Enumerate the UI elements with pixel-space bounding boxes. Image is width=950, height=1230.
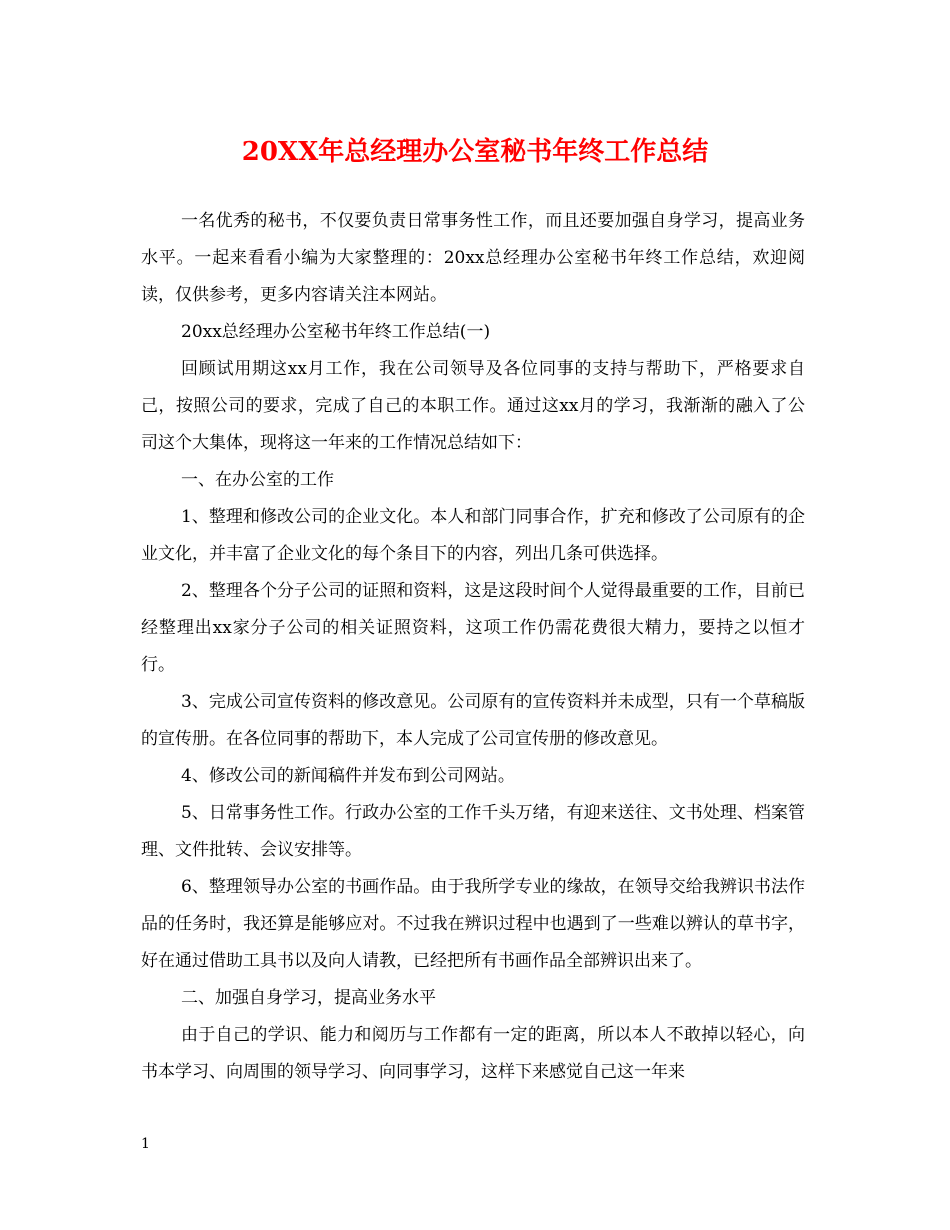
paragraph-self-study: 由于自己的学识、能力和阅历与工作都有一定的距离，所以本人不敢掉以轻心，向书本学习、向周围的领导学习、向同事学习，这样下来感觉自己这一年来 [141, 1025, 805, 1082]
paragraph-item-4: 4、修改公司的新闻稿件并发布到公司网站。 [181, 766, 515, 786]
document-body [141, 203, 805, 1091]
paragraph-item-1: 1、整理和修改公司的企业文化。本人和部门同事合作，扩充和修改了公司原有的企业文化，并丰富了企业文化的每个条目下的内容，列出几条可供选择。 [141, 507, 805, 564]
paragraph-subtitle: 20xx总经理办公室秘书年终工作总结(一) [181, 322, 491, 342]
paragraph-intro: 一名优秀的秘书，不仅要负责日常事务性工作，而且还要加强自身学习，提高业务水平。一起来看看小编为大家整理的：20xx总经理办公室秘书年终工作总结，欢迎阅读，仅供参考，更多内容请关注本网站。 [141, 211, 805, 305]
paragraph-item-3: 3、完成公司宣传资料的修改意见。公司原有的宣传资料并未成型，只有一个草稿版的宣传册。在各位同事的帮助下，本人完成了公司宣传册的修改意见。 [141, 692, 805, 749]
section-heading-office-work: 一、在办公室的工作 [181, 470, 334, 490]
paragraph-item-5: 5、日常事务性工作。行政办公室的工作千头万绪，有迎来送往、文书处理、档案管理、文件批转、会议安排等。 [141, 803, 805, 860]
paragraph-item-6: 6、整理领导办公室的书画作品。由于我所学专业的缘故，在领导交给我辨识书法作品的任务时，我还算是能够应对。不过我在辨识过程中也遇到了一些难以辨认的草书字，好在通过借助工具书以及向人请教，已经把所有书画作品全部辨识出来了。 [141, 877, 805, 971]
section-heading-self-study: 二、加强自身学习，提高业务水平 [181, 988, 436, 1008]
document-title: 20XX年总经理办公室秘书年终工作总结 [241, 137, 709, 167]
paragraph-review: 回顾试用期这xx月工作，我在公司领导及各位同事的支持与帮助下，严格要求自己，按照公司的要求，完成了自己的本职工作。通过这xx月的学习，我渐渐的融入了公司这个大集体，现将这一年来的工作情况总结如下： [141, 359, 805, 453]
page-number: 1 [141, 1136, 150, 1152]
paragraph-item-2: 2、整理各个分子公司的证照和资料，这是这段时间个人觉得最重要的工作，目前已经整理出xx家分子公司的相关证照资料，这项工作仍需花费很大精力，要持之以恒才行。 [141, 581, 805, 675]
